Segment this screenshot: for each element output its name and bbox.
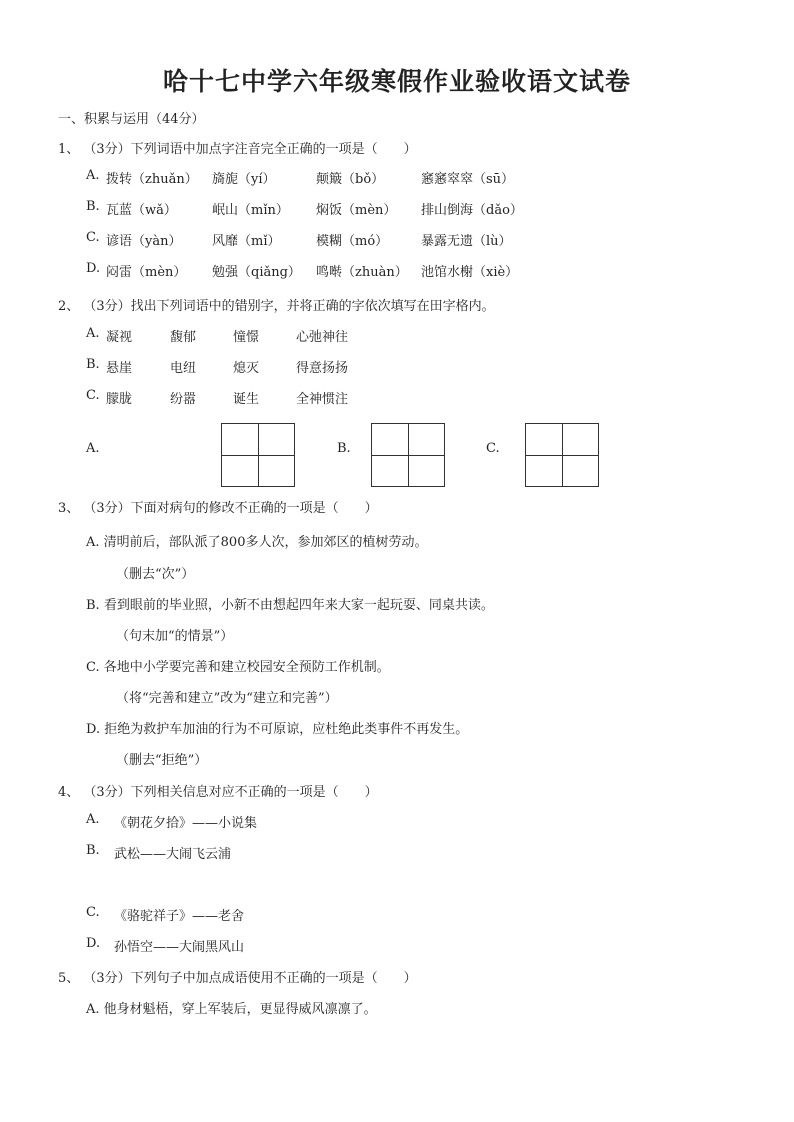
q1-c-1: 谚语（yàn） <box>106 234 182 249</box>
grid-label-a: A. <box>86 441 100 456</box>
q2-c-label: C. <box>86 388 100 403</box>
q4-d-text: 孙悟空——大闹黑风山 <box>114 940 245 955</box>
grid-label-b: B. <box>337 441 351 456</box>
q3-note-d: （删去“拒绝”） <box>116 753 208 768</box>
q3-stem: 3、 （3分）下面对病句的修改不正确的一项是（ ） <box>58 501 378 516</box>
q4-c-label: C. <box>86 905 100 920</box>
q4-a-text: 《朝花夕拾》——小说集 <box>114 816 258 831</box>
q2-a-label: A. <box>86 326 100 341</box>
q2-b-2: 电纽 <box>170 361 197 376</box>
q2-c-2: 纷嚣 <box>170 392 197 407</box>
q2-b-1: 悬崖 <box>106 361 133 376</box>
q4-b-text: 武松——大闹飞云浦 <box>114 847 232 862</box>
q4-d-label: D. <box>86 936 101 951</box>
q5-stem: 5、 （3分）下列句子中加点成语使用不正确的一项是（ ） <box>58 971 417 986</box>
q5-option-a: A. 他身材魁梧，穿上军装后，更显得威风凛凛了。 <box>86 1002 377 1017</box>
q1-c-4: 暴露无遗（lù） <box>421 234 512 249</box>
page-title: 哈十七中学六年级寒假作业验收语文试卷 <box>162 67 631 96</box>
q1-a-2: 旖旎（yí） <box>212 172 276 187</box>
q2-c-1: 朦胧 <box>106 392 133 407</box>
q1-d-3: 鸣啭（zhuàn） <box>316 265 408 280</box>
tianzige-box-b[interactable] <box>371 423 445 487</box>
q1-d-4: 池馆水榭（xiè） <box>421 265 519 280</box>
q2-b-label: B. <box>86 357 100 372</box>
q1-d-label: D. <box>86 261 101 276</box>
q1-a-3: 颠簸（bǒ） <box>316 172 385 187</box>
q4-b-label: B. <box>86 843 100 858</box>
q4-a-label: A. <box>86 812 100 827</box>
q2-stem: 2、 （3分）找出下列词语中的错别字，并将正确的字依次填写在田字格内。 <box>58 299 495 314</box>
q1-b-label: B. <box>86 199 100 214</box>
q3-option-b: B. 看到眼前的毕业照，小新不由想起四年来大家一起玩耍、同桌共读。 <box>86 598 494 613</box>
tianzige-box-c[interactable] <box>525 423 599 487</box>
q2-a-4: 心弛神往 <box>296 330 349 345</box>
q3-option-a: A. 清明前后，部队派了800多人次，参加郊区的植树劳动。 <box>86 535 428 550</box>
q3-note-c: （将“完善和建立”改为“建立和完善”） <box>116 691 338 706</box>
q1-c-3: 模糊（mó） <box>316 234 389 249</box>
q1-a-label: A. <box>86 168 100 183</box>
q1-c-label: C. <box>86 230 100 245</box>
q1-b-4: 排山倒海（dǎo） <box>421 203 523 218</box>
q1-b-1: 瓦蓝（wǎ） <box>106 203 177 218</box>
q1-a-4: 窸窸窣窣（sū） <box>421 172 515 187</box>
q3-option-c: C. 各地中小学要完善和建立校园安全预防工作机制。 <box>86 660 390 675</box>
q2-c-4: 全神惯注 <box>296 392 349 407</box>
q1-b-2: 岷山（mǐn） <box>212 203 289 218</box>
q4-c-text: 《骆驼祥子》——老舍 <box>114 909 245 924</box>
q3-note-b: （句末加“的情景”） <box>116 629 234 644</box>
grid-label-c: C. <box>486 441 500 456</box>
tianzige-box-a[interactable] <box>221 423 295 487</box>
q1-b-3: 焖饭（mèn） <box>316 203 397 218</box>
q3-option-d: D. 拒绝为救护车加油的行为不可原谅，应杜绝此类事件不再发生。 <box>86 722 469 737</box>
q1-c-2: 风靡（mǐ） <box>212 234 281 249</box>
q2-b-3: 熄灭 <box>233 361 260 376</box>
q1-d-1: 闷雷（mèn） <box>106 265 187 280</box>
q2-a-1: 凝视 <box>106 330 133 345</box>
q1-d-2: 勉强（qiǎng） <box>212 265 301 280</box>
q3-note-a: （删去“次”） <box>116 567 195 582</box>
section-heading: 一、积累与运用（44分） <box>58 112 205 127</box>
q1-a-1: 拨转（zhuǎn） <box>106 172 198 187</box>
q2-a-2: 馥郁 <box>170 330 197 345</box>
q4-stem: 4、 （3分）下列相关信息对应不正确的一项是（ ） <box>58 785 378 800</box>
q1-stem: 1、 （3分）下列词语中加点字注音完全正确的一项是（ ） <box>58 142 417 157</box>
q2-a-3: 憧憬 <box>233 330 260 345</box>
q2-c-3: 诞生 <box>233 392 260 407</box>
q2-b-4: 得意扬扬 <box>296 361 349 376</box>
